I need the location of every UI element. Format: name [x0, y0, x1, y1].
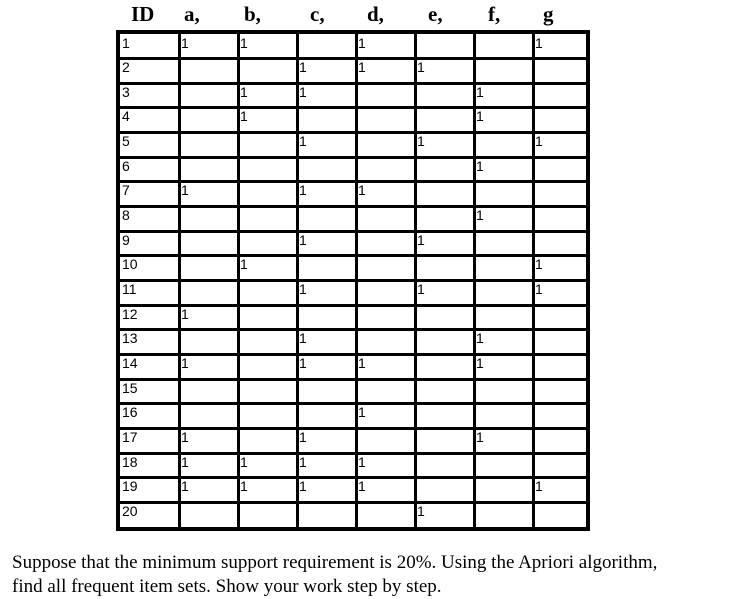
table-row-divider: [120, 427, 586, 430]
row-id-cell: 16: [122, 404, 138, 421]
row-id-cell: 8: [122, 207, 130, 224]
row-id-cell: 17: [122, 428, 138, 445]
row-id-cell: 1: [122, 34, 130, 51]
column-header-f: f,: [488, 2, 501, 26]
row-id-cell: 3: [122, 83, 130, 100]
transaction-table: [116, 30, 590, 531]
item-cell-d: 1: [358, 478, 366, 495]
table-row-divider: [120, 402, 586, 405]
item-cell-b: 1: [240, 453, 248, 470]
item-cell-c: 1: [299, 231, 307, 248]
item-cell-g: 1: [535, 281, 543, 297]
item-cell-f: 1: [476, 428, 484, 445]
table-row-divider: [120, 180, 586, 183]
item-cell-e: 1: [417, 133, 425, 150]
item-cell-c: 1: [299, 330, 307, 347]
item-cell-d: 1: [358, 34, 366, 51]
item-cell-f: 1: [476, 330, 484, 347]
item-cell-d: 1: [358, 354, 366, 371]
row-id-cell: 20: [122, 502, 138, 519]
column-header-d: d,: [367, 2, 384, 26]
item-cell-a: 1: [181, 182, 189, 199]
table-row-divider: [120, 304, 586, 307]
table-row-divider: [120, 353, 586, 356]
table-row-divider: [120, 106, 586, 109]
item-cell-a: 1: [181, 453, 189, 470]
table-row-divider: [120, 476, 586, 479]
item-cell-c: 1: [299, 182, 307, 199]
table-row-divider: [120, 378, 586, 381]
table-row-divider: [120, 57, 586, 60]
row-id-cell: 9: [122, 231, 130, 248]
item-cell-e: 1: [417, 281, 425, 297]
item-cell-d: 1: [358, 182, 366, 199]
item-cell-f: 1: [476, 83, 484, 100]
row-id-cell: 5: [122, 133, 130, 150]
column-header-a: a,: [184, 2, 200, 26]
item-cell-c: 1: [299, 354, 307, 371]
item-cell-c: 1: [299, 83, 307, 100]
item-cell-c: 1: [299, 281, 307, 297]
item-cell-a: 1: [181, 354, 189, 371]
column-header-g: g: [543, 2, 554, 26]
item-cell-c: 1: [299, 478, 307, 495]
item-cell-c: 1: [299, 428, 307, 445]
column-header-c: c,: [310, 2, 325, 26]
row-id-cell: 19: [122, 478, 138, 495]
table-row-divider: [120, 328, 586, 331]
table-row-divider: [120, 156, 586, 159]
item-cell-b: 1: [240, 478, 248, 495]
item-cell-f: 1: [476, 157, 484, 174]
row-id-cell: 14: [122, 354, 138, 371]
table-row-divider: [120, 131, 586, 134]
table-row-divider: [120, 254, 586, 257]
column-header-id: ID: [131, 2, 155, 26]
table-row-divider: [120, 452, 586, 455]
table-row-divider: [120, 279, 586, 282]
item-cell-b: 1: [240, 83, 248, 100]
item-cell-g: 1: [535, 34, 543, 51]
row-id-cell: 12: [122, 305, 138, 322]
row-id-cell: 10: [122, 256, 138, 273]
table-row-divider: [120, 82, 586, 85]
item-cell-f: 1: [476, 354, 484, 371]
item-cell-f: 1: [476, 108, 484, 125]
item-cell-d: 1: [358, 453, 366, 470]
item-cell-g: 1: [535, 133, 543, 150]
item-cell-d: 1: [358, 404, 366, 421]
row-id-cell: 15: [122, 379, 138, 396]
item-cell-c: 1: [299, 133, 307, 150]
item-cell-g: 1: [535, 478, 543, 495]
row-id-cell: 18: [122, 453, 138, 470]
item-cell-c: 1: [299, 453, 307, 470]
table-row-divider: [120, 501, 586, 504]
row-id-cell: 4: [122, 108, 130, 125]
row-id-cell: 6: [122, 157, 130, 174]
item-cell-c: 1: [299, 59, 307, 76]
item-cell-a: 1: [181, 305, 189, 322]
table-row-divider: [120, 230, 586, 233]
row-id-cell: 13: [122, 330, 138, 347]
item-cell-a: 1: [181, 478, 189, 495]
row-id-cell: 7: [122, 182, 130, 199]
item-cell-a: 1: [181, 34, 189, 51]
item-cell-d: 1: [358, 59, 366, 76]
item-cell-g: 1: [535, 256, 543, 273]
item-cell-a: 1: [181, 428, 189, 445]
column-header-e: e,: [428, 2, 443, 26]
item-cell-f: 1: [476, 207, 484, 224]
column-header-b: b,: [244, 2, 261, 26]
item-cell-e: 1: [417, 59, 425, 76]
item-cell-e: 1: [417, 231, 425, 248]
table-header-row: [0, 0, 738, 30]
row-id-cell: 2: [122, 59, 130, 76]
item-cell-e: 1: [417, 502, 425, 519]
table-row-divider: [120, 205, 586, 208]
question-text: Suppose that the minimum support requirement is 20%. Using the Apriori algorithm, find all frequent item sets. Show your work step by step.: [12, 552, 658, 597]
row-id-cell: 11: [122, 281, 137, 297]
item-cell-b: 1: [240, 108, 248, 125]
item-cell-b: 1: [240, 256, 248, 273]
item-cell-b: 1: [240, 34, 248, 51]
